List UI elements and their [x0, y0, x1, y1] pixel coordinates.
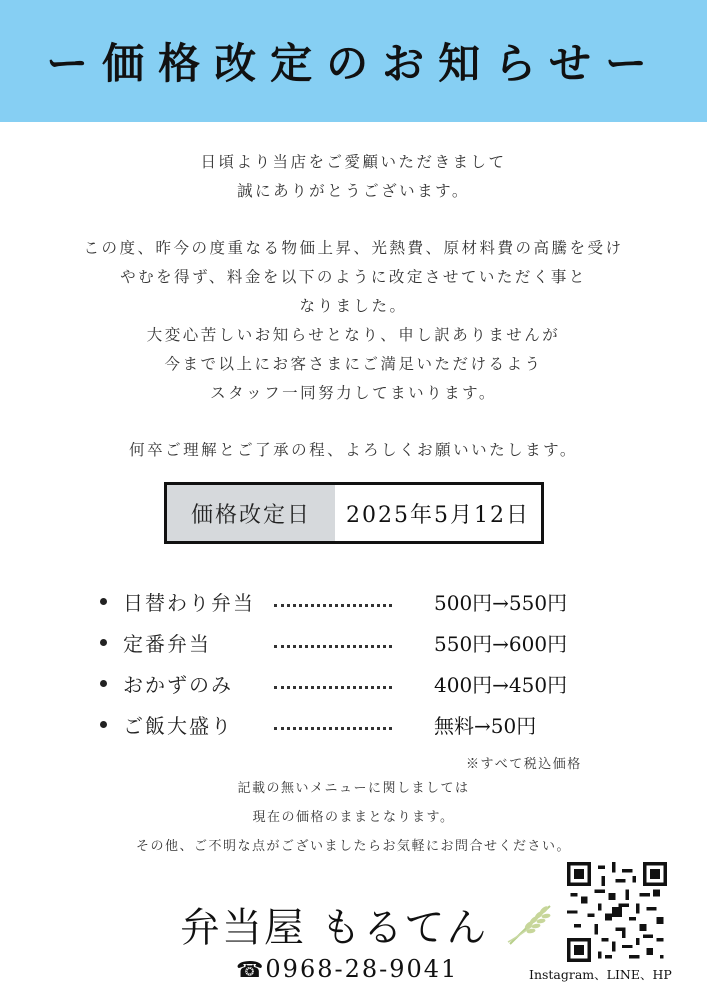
price-row [100, 667, 620, 708]
item-name: 定番弁当 [123, 632, 211, 656]
intro-line: 大変心苦しいお知らせとなり、申し訳ありませんが [146, 326, 561, 344]
footer-notes [0, 774, 707, 861]
phone-icon: ☎ [236, 958, 266, 983]
revision-date-value: 2025年5月12日 [346, 502, 530, 528]
revision-date-box [164, 482, 544, 544]
dotted-leader [274, 686, 392, 689]
item-name: 日替わり弁当 [123, 591, 255, 615]
footer-note-line: 現在の価格のままとなります。 [252, 810, 455, 825]
intro-text [0, 148, 707, 465]
intro-line: やむを得ず、料金を以下のように改定させていただく事と [120, 268, 587, 286]
sns-label: Instagram、LINE、HP [529, 967, 672, 982]
item-name: ご飯大盛り [123, 714, 233, 738]
bullet-icon [100, 721, 107, 728]
intro-line: 今まで以上にお客さまにご満足いただけるよう [164, 355, 543, 373]
intro-line: この度、昨今の度重なる物価上昇、光熱費、原材料費の高騰を受け [83, 239, 624, 257]
intro-line: 誠にありがとうございます。 [237, 182, 470, 200]
price-row [100, 708, 620, 749]
dotted-leader [274, 604, 392, 607]
shop-name: 弁当屋 もるてん [180, 905, 489, 951]
item-price: 無料→50円 [434, 714, 537, 738]
bullet-icon [100, 680, 107, 687]
revision-date-label: 価格改定日 [167, 485, 335, 541]
item-name: おかずのみ [123, 673, 233, 697]
dotted-leader [274, 727, 392, 730]
item-price: 550円→600円 [434, 632, 568, 656]
bullet-icon [100, 639, 107, 646]
intro-line: 日頃より当店をご愛顧いただきまして [200, 153, 507, 171]
bullet-icon [100, 598, 107, 605]
price-list [100, 585, 620, 749]
page-title: ー価格改定のお知らせー [46, 39, 661, 88]
phone-number[interactable] [236, 955, 458, 983]
item-price: 500円→550円 [434, 591, 568, 615]
footer-note-line: その他、ご不明な点がございましたらお気軽にお問合せください。 [135, 839, 571, 854]
price-row [100, 585, 620, 626]
phone-text: 0968-28-9041 [265, 955, 459, 983]
price-row [100, 626, 620, 667]
intro-line: 何卒ご理解とご了承の程、よろしくお願いいたします。 [129, 441, 578, 459]
item-price: 400円→450円 [434, 673, 568, 697]
dotted-leader [274, 645, 392, 648]
tax-note: ※すべて税込価格 [466, 757, 582, 772]
rice-plant-icon [506, 898, 556, 946]
intro-line: スタッフ一同努力してまいります。 [210, 384, 497, 402]
qr-code-icon[interactable] [567, 862, 667, 962]
intro-line: なりました。 [299, 297, 408, 315]
footer-note-line: 記載の無いメニューに関しましては [237, 781, 470, 796]
